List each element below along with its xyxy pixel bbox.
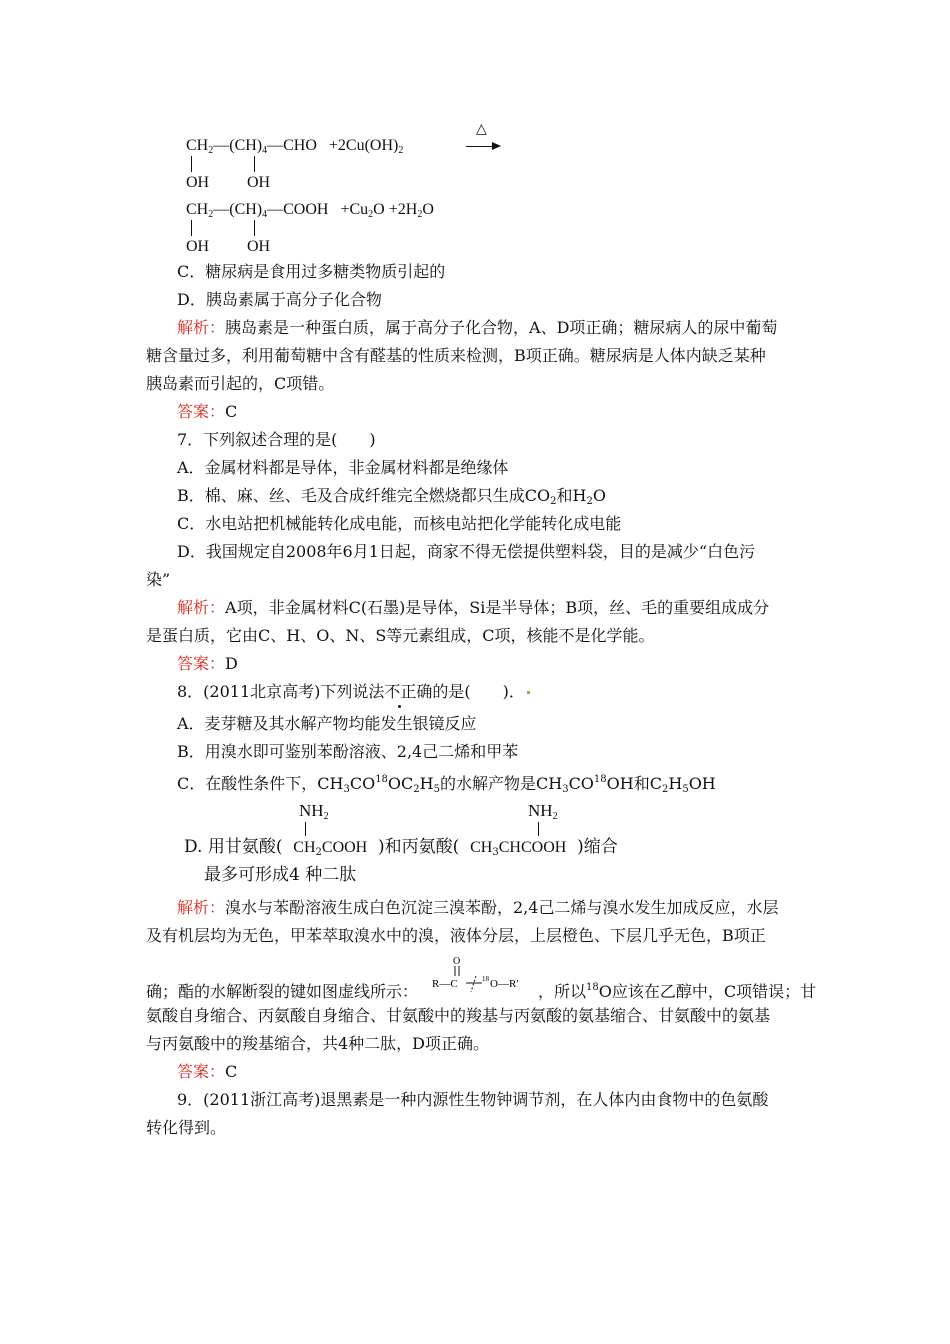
option-a: A．麦芽糖及其水解产物均能发生银镜反应: [177, 714, 477, 733]
analysis-line: 糖含量过多，利用葡萄糖中含有醛基的性质来检测，B项正确。糖尿病是人体内缺乏某种: [146, 346, 766, 365]
question-stem: 8．(2011北京高考)下列说法不正确的是( )．: [177, 682, 525, 701]
bond-line: [305, 822, 306, 836]
answer-label: 答案：: [177, 654, 226, 673]
reaction-arrow: [466, 146, 494, 147]
cleavage-line: [471, 976, 476, 992]
reaction-arrow-head: [492, 142, 501, 150]
stray-mark: [527, 691, 530, 694]
option-d: D. 用甘氨酸( $CH_2COOH$ )和丙氨酸( $CH_3CHCOOH$ )缩合: [184, 837, 618, 858]
ester-r-group: R—C: [432, 978, 458, 990]
bond-line: [191, 220, 192, 236]
answer-label: 答案：: [177, 402, 226, 421]
option-d: D．我国规定自2008年6月1日起，商家不得无偿提供塑料袋，目的是减少“白色污: [177, 542, 756, 561]
bond-line: [254, 156, 255, 172]
analysis-line: 解析：胰岛素是一种蛋白质，属于高分子化合物，A、D项正确；糖尿病人的尿中葡萄: [177, 318, 778, 337]
hydroxyl-label: OH: [186, 238, 210, 255]
bond-line: [538, 822, 539, 836]
question-stem-continued: 转化得到。: [146, 1118, 227, 1137]
analysis-label: 解析：: [177, 318, 226, 337]
bond-line: [191, 156, 192, 172]
answer-line: 答案：C: [177, 402, 238, 421]
option-c: C．在酸性条件下，$CH_3CO^{18}OC_2H_5$的水解产物是$CH_3CO^{18}OH$和$C_2H_5OH$: [177, 774, 716, 795]
equation-product-line: $CH_2—(CH)_4—COOH$ $+Cu_2O +2H_2O$: [186, 201, 434, 220]
option-b: B．用溴水即可鉴别苯酚溶液、2,4己二烯和甲苯: [177, 742, 519, 761]
analysis-line: 解析：溴水与苯酚溶液生成白色沉淀三溴苯酚，2,4己二烯与溴水发生加成反应，水层: [177, 898, 779, 917]
option-d-continued: 最多可形成4 种二肽: [204, 865, 357, 885]
analysis-line: 胰岛素而引起的，C项错。: [146, 374, 335, 393]
option-b: B．棉、麻、丝、毛及合成纤维完全燃烧都只生成$CO_2$和$H_2O$: [177, 486, 606, 507]
analysis-label: 解析：: [177, 598, 226, 617]
analysis-line: 及有机层均为无色，甲苯萃取溴水中的溴，液体分层，上层橙色、下层几乎无色，B项正: [146, 926, 766, 945]
bond-line: [254, 220, 255, 236]
hydroxyl-label: OH: [186, 174, 210, 191]
question-stem: 9．(2011浙江高考)退黑素是一种内源性生物钟调节剂，在人体内由食物中的色氨酸: [177, 1090, 769, 1109]
option-a: A．金属材料都是导体，非金属材料都是绝缘体: [177, 458, 509, 477]
option-c: C．水电站把机械能转化成电能，而核电站把化学能转化成电能: [177, 514, 622, 533]
equation-reactant-line: $CH_2—(CH)_4—CHO$ $+2Cu(OH)_2$: [186, 137, 404, 156]
delta-symbol: △: [476, 122, 487, 137]
analysis-line: 解析：A项，非金属材料C(石墨)是导体，Si是半导体；B项，丝、毛的重要组成成分: [177, 598, 770, 617]
analysis-line: 是蛋白质，它由C、H、O、N、S等元素组成，C项，核能不是化学能。: [146, 626, 655, 645]
analysis-label: 解析：: [177, 898, 226, 917]
ester-structure: [432, 950, 556, 998]
answer-label: 答案：: [177, 1062, 226, 1081]
carbonyl-oxygen: O: [453, 956, 461, 967]
option-d-continued: 染”: [146, 570, 171, 589]
answer-line: 答案：D: [177, 654, 238, 673]
option-d: D．胰岛素属于高分子化合物: [177, 290, 382, 309]
ester-oxygen: O—R′: [490, 978, 519, 990]
question-stem: 7．下列叙述合理的是( ): [177, 430, 376, 449]
analysis-line: 确；酯的水解断裂的键如图虚线所示： ，所以$^{18}$O应该在乙醇中，C项错误；甘: [146, 982, 817, 1001]
analysis-line: 氨酸自身缩合、丙氨酸自身缩合、甘氨酸中的羧基与丙氨酸的氨基缩合、甘氨酸中的氨基: [146, 1006, 771, 1025]
option-c: C．糖尿病是食用过多糖类物质引起的: [177, 262, 446, 281]
emphasis-dot: [398, 705, 401, 708]
answer-line: 答案：C: [177, 1062, 238, 1081]
hydroxyl-label: OH: [247, 174, 271, 191]
isotope-label: 18: [482, 975, 489, 983]
hydroxyl-label: OH: [247, 238, 271, 255]
amino-group-label: $NH_2$: [528, 801, 558, 822]
amino-group-label: $NH_2$: [299, 801, 329, 822]
analysis-line: 与丙氨酸中的羧基缩合，共4种二肽，D项正确。: [146, 1034, 490, 1053]
